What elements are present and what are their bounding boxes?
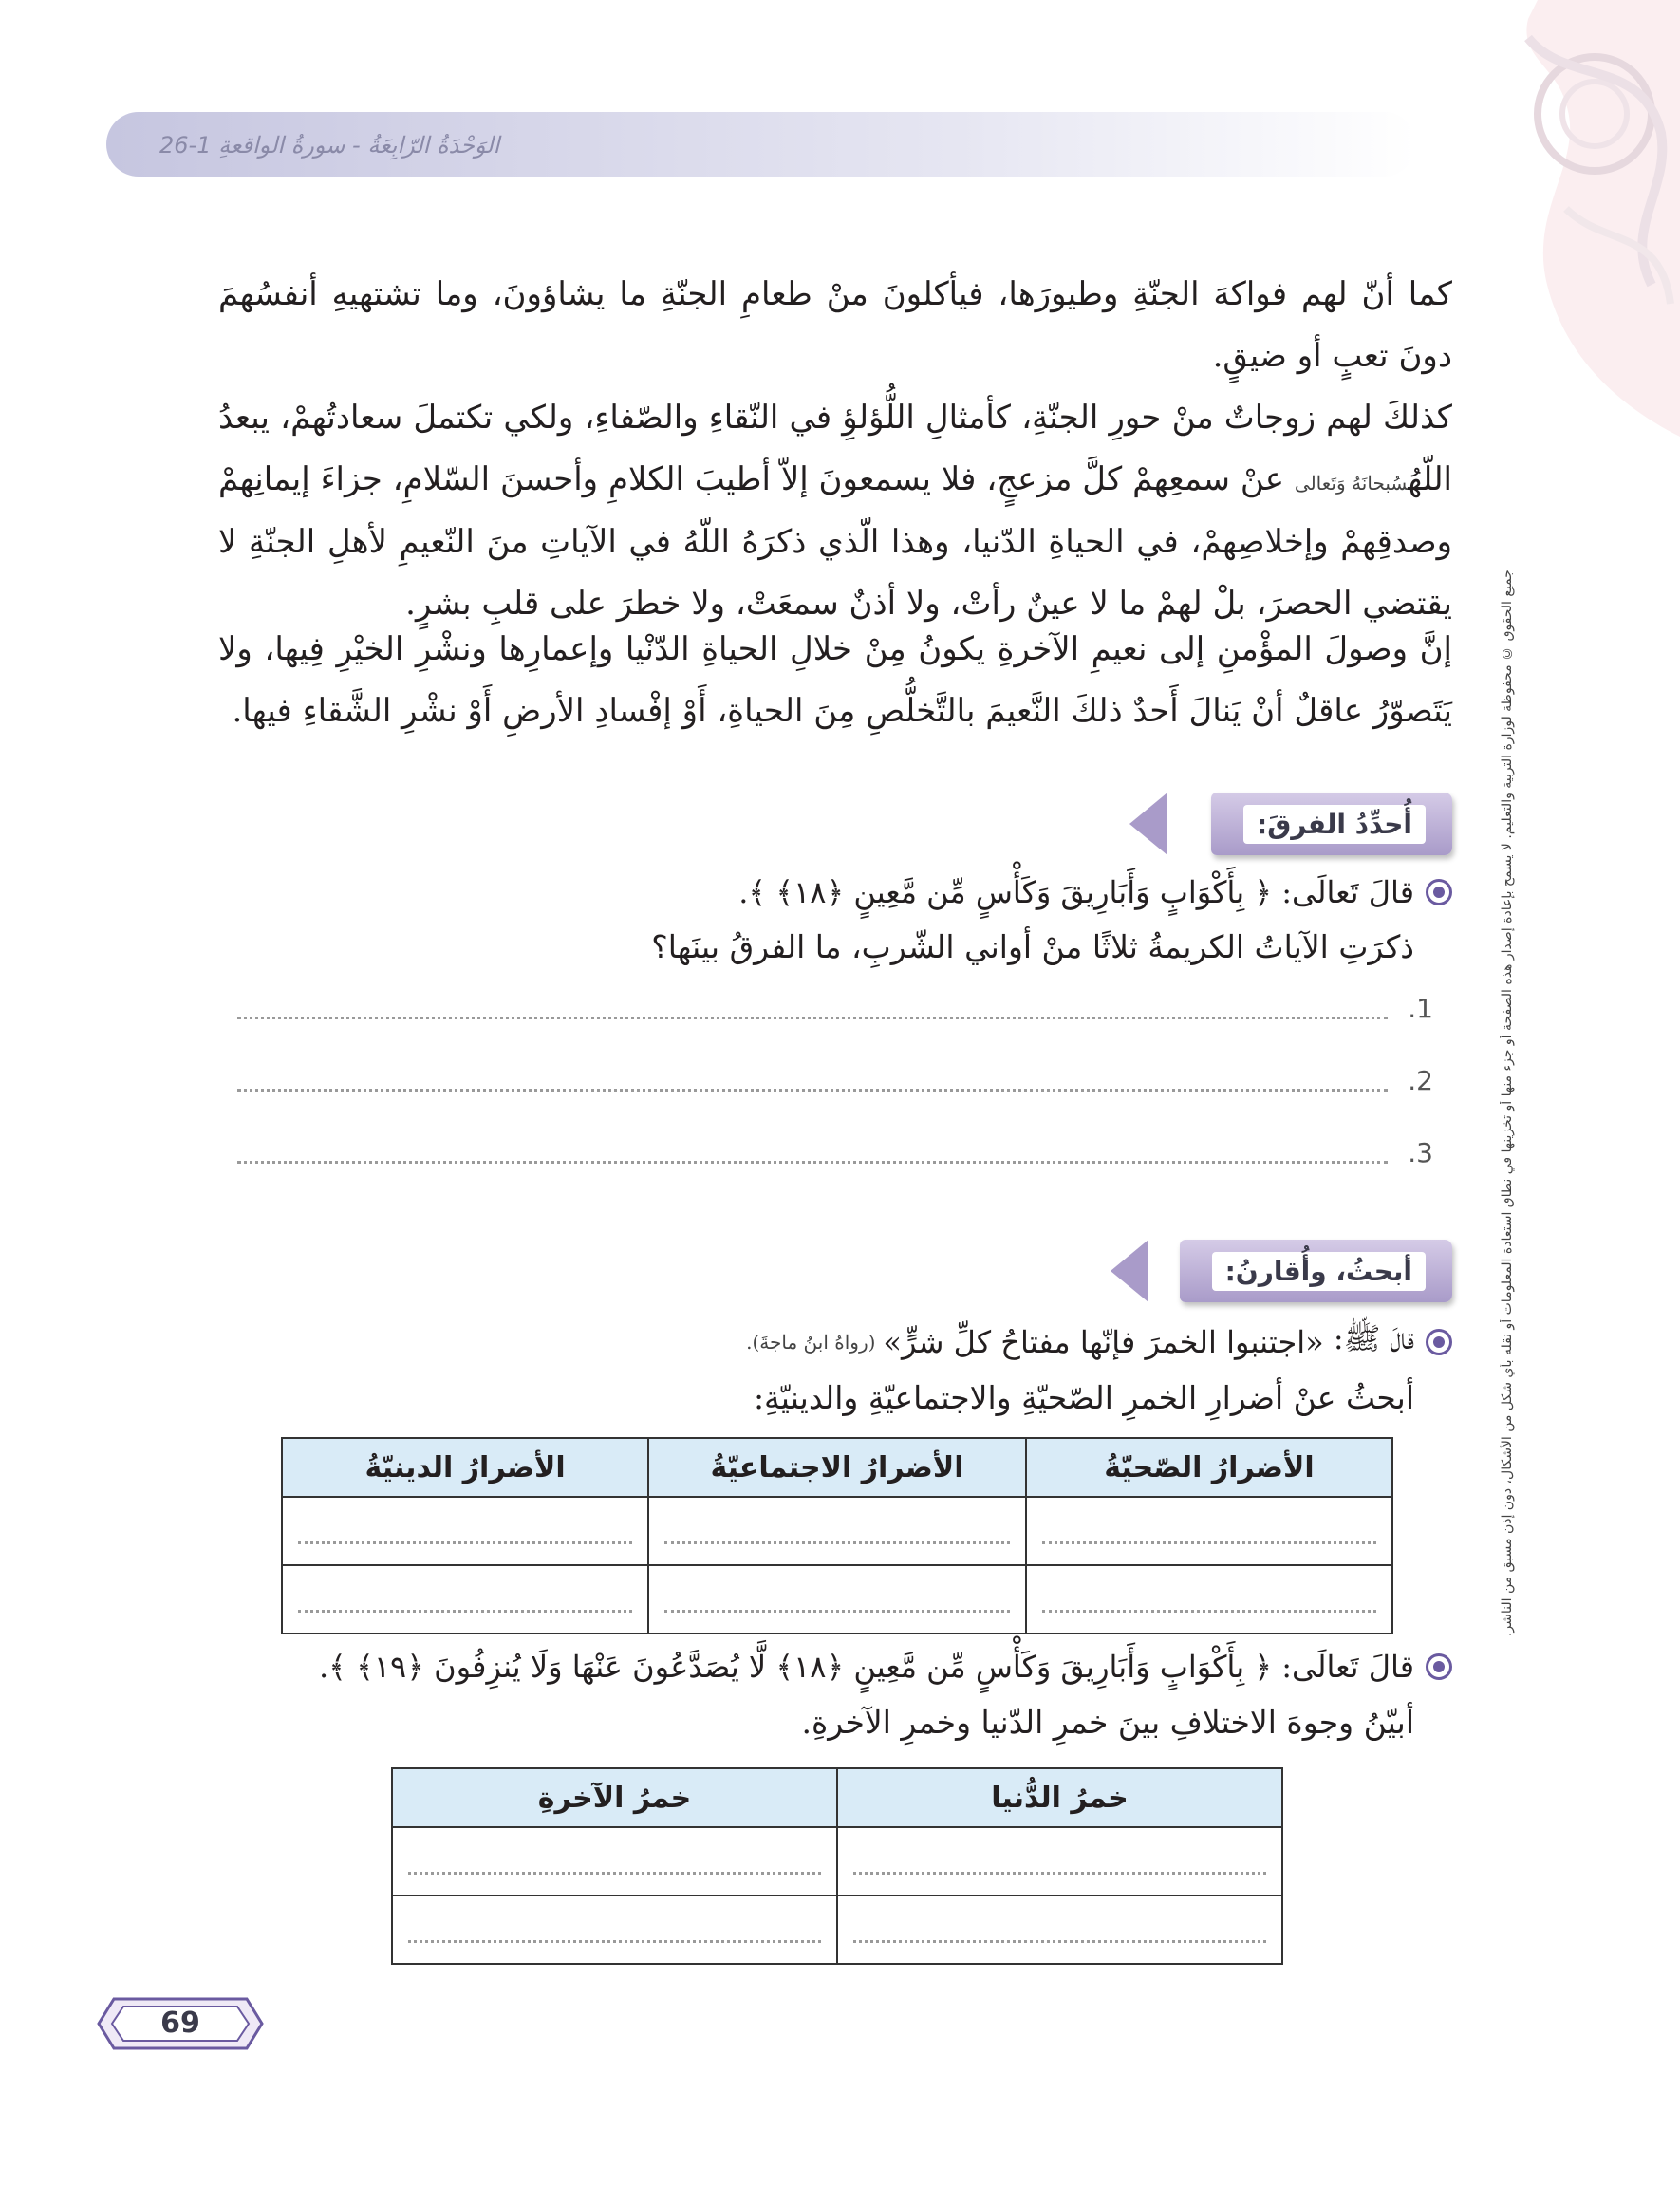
paragraph-1: كما أنّ لهم فواكهَ الجنّةِ وطيورَها، فيأكلونَ منْ طعامِ الجنّةِ ما يشاؤونَ، وما تشتهيهِ أنفسُهمَ دونَ تعبٍ أو ضيقٍ.	[218, 275, 1452, 376]
paragraph-3: إنَّ وصولَ المؤْمنِ إلى نعيمِ الآخرةِ يكونُ مِنْ خلالِ الحياةِ الدّنْيا وإعمارِها ونشْرِ الخيْرِ فِيها، ولا يَتَصوّرُ عاقلٌ أنْ يَنالَ أَحدٌ ذلكَ النَّعيمَ بالتَّخلُّصِ مِنَ الحياةِ، أَوْ إفْسادِ الأرضِ أَوْ نشْرِ الشَّقاءِ فيها.	[218, 630, 1452, 731]
section-label-distinguish	[1129, 793, 1452, 859]
answer-line-2[interactable]	[237, 1059, 1433, 1101]
table-cell[interactable]	[648, 1565, 1026, 1634]
answer-number: 1.	[1408, 992, 1433, 1024]
table-cell[interactable]	[648, 1497, 1026, 1565]
table-cell[interactable]	[392, 1827, 837, 1895]
paragraph-2-part-a: كذلكَ لهم زوجاتٌ منْ حورِ الجنّةِ، كأمثالِ اللُّؤلؤِ في النّقاءِ والصّفاءِ، ولكي تكتملَ سعادتُهمْ، يبعدُ اللّهُ	[218, 399, 1452, 499]
table-cell[interactable]	[837, 1827, 1282, 1895]
table-row	[282, 1565, 1392, 1634]
comparison-table	[391, 1767, 1283, 1965]
answer-dots[interactable]	[237, 1070, 1388, 1092]
header-religious: الأضرارُ الدينيّةُ	[282, 1438, 648, 1497]
answer-number: 2.	[1408, 1064, 1433, 1096]
section-arrow	[1111, 1240, 1148, 1302]
section-tab	[1211, 793, 1452, 855]
answer-line-3[interactable]	[237, 1131, 1433, 1173]
quran-verse: ﴿ بِأَكْوَابٍ وَأَبَارِيقَ وَكَأْسٍ مِّن مَّعِينٍ ﴿١٨﴾ ﴾.	[738, 874, 1273, 910]
header-afterlife-wine: خمرُ الآخرةِ	[392, 1768, 837, 1827]
answer-line-1[interactable]	[237, 987, 1433, 1029]
table-cell[interactable]	[392, 1895, 837, 1964]
page-number: 69	[160, 2007, 200, 2040]
task-text: أبحثُ عنْ أضرارِ الخمرِ الصّحيّةِ والاجتماعيّةِ والدينيّةِ:	[753, 1379, 1414, 1416]
hadith-intro: قالَ ﷺ:	[1333, 1320, 1414, 1356]
verse-intro: قالَ تَعالَى:	[1281, 1649, 1414, 1685]
table-header-row	[282, 1438, 1392, 1497]
verse-line-2	[218, 1640, 1452, 1693]
table-cell[interactable]	[837, 1895, 1282, 1964]
section-title: أبحثُ، وأُقارنُ:	[1212, 1252, 1426, 1291]
copyright-note: جميع الحقوق © محفوظة لوزارة التربية والتعليم. لا يسمح بإعادة إصدار هذه الصفحة أو جزء منها أو تخزينها في نطاق استعادة المعلومات أو نقله بأي شكل من الأشكال، دون إذن مسبق من الناشر.	[1500, 569, 1515, 1636]
honorific-text: سُبحانَهُ وَتَعالى	[1294, 472, 1409, 495]
table-row	[282, 1497, 1392, 1565]
header-social: الأضرارُ الاجتماعيّةُ	[648, 1438, 1026, 1497]
unit-title: الوَحْدَةُ الرّابِعَةُ - سورةُ الواقعةِ 1-26	[159, 132, 500, 159]
section-tab	[1180, 1240, 1452, 1302]
table-row	[392, 1895, 1282, 1964]
quran-verse: ﴿ بِأَكْوَابٍ وَأَبَارِيقَ وَكَأْسٍ مِّن مَّعِينٍ ﴿١٨﴾ لَّا يُصَدَّعُونَ عَنْهَا وَلَا يُنزِفُونَ ﴿١٩﴾ ﴾.	[319, 1649, 1273, 1685]
table-cell[interactable]	[282, 1565, 648, 1634]
bullet-icon	[1426, 1653, 1452, 1680]
answer-dots[interactable]	[237, 1142, 1388, 1164]
section-title: أُحدِّدُ الفرقَ:	[1243, 805, 1426, 844]
paragraph-2-part-b: عنْ سمعِهمْ كلَّ مزعجٍ، فلا يسمعونَ إلاّ أطيبَ الكلامِ وأحسنَ السّلامِ، جزاءَ إيمانِهمْ وصدقِهمْ وإخلاصِهمْ، في الحياةِ الدّنيا، وهذا الّذي ذكرَهُ اللّهُ في الآياتِ منَ النّعيمِ لأهلِ الجنّةِ لا يقتضي الحصرَ، بلْ لهمْ ما لا عينٌ رأتْ، ولا أذنٌ سمعَتْ، ولا خطرَ على قلبِ بشرٍ.	[218, 460, 1452, 623]
table-header-row	[392, 1768, 1282, 1827]
header-world-wine: خمرُ الدُّنيا	[837, 1768, 1282, 1827]
table-row	[392, 1827, 1282, 1895]
header-health: الأضرارُ الصّحيّةُ	[1026, 1438, 1392, 1497]
verse-line-1	[218, 866, 1452, 919]
table-cell[interactable]	[1026, 1497, 1392, 1565]
table-cell[interactable]	[1026, 1565, 1392, 1634]
table-cell[interactable]	[282, 1497, 648, 1565]
hadith-line	[218, 1316, 1452, 1369]
page-number-badge	[95, 1993, 266, 2054]
answer-dots[interactable]	[237, 998, 1388, 1019]
hadith-text: «اجتنبوا الخمرَ فإنّها مفتاحُ كلِّ شرٍّ»	[883, 1324, 1324, 1360]
hadith-source: (رواهُ ابنُ ماجةَ).	[746, 1331, 876, 1354]
question-text: ذكرَتِ الآياتُ الكريمةُ ثلاثًا منْ أواني الشّربِ، ما الفرقُ بينَها؟	[651, 928, 1414, 965]
answer-number: 3.	[1408, 1136, 1433, 1168]
section-label-research	[1111, 1240, 1452, 1306]
paragraph-2	[218, 387, 1452, 635]
bullet-icon	[1426, 1329, 1452, 1355]
section-arrow	[1129, 793, 1167, 855]
verse-intro: قالَ تَعالَى:	[1281, 874, 1414, 910]
task2-text: أبيّنُ وجوهَ الاختلافِ بينَ خمرِ الدّنيا وخمرِ الآخرةِ.	[801, 1704, 1414, 1741]
bullet-icon	[1426, 879, 1452, 905]
harms-table	[281, 1437, 1393, 1634]
